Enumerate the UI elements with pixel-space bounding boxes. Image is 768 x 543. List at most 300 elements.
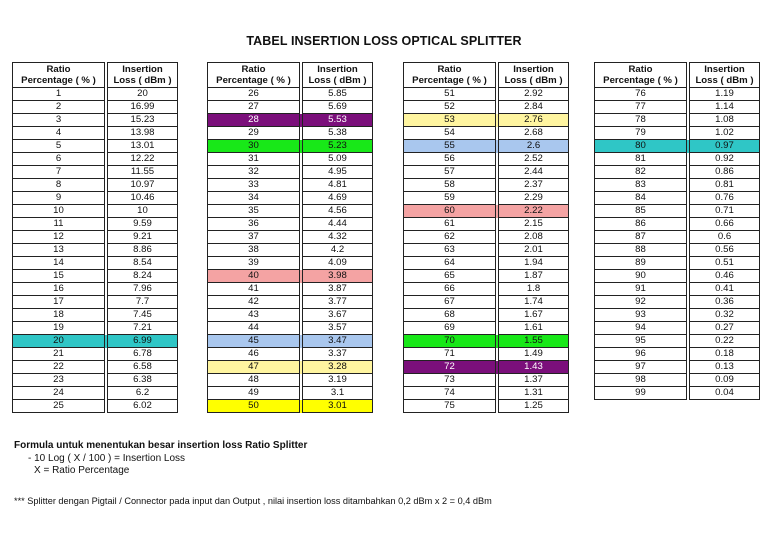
loss-cell: 5.38 bbox=[303, 127, 373, 140]
loss-cell: 7.96 bbox=[108, 283, 178, 296]
header-text: Ratio bbox=[628, 64, 653, 75]
ratio-percentage-header bbox=[404, 63, 496, 88]
loss-cell: 20 bbox=[108, 88, 178, 101]
loss-cell: 1.67 bbox=[499, 309, 569, 322]
ratio-cell: 36 bbox=[208, 218, 300, 231]
table-row bbox=[13, 166, 178, 179]
loss-cell: 1.14 bbox=[690, 101, 760, 114]
loss-cell: 1.08 bbox=[690, 114, 760, 127]
table-row bbox=[404, 218, 569, 231]
loss-cell: 3.47 bbox=[303, 335, 373, 348]
ratio-cell: 1 bbox=[13, 88, 105, 101]
loss-cell: 11.55 bbox=[108, 166, 178, 179]
ratio-cell: 55 bbox=[404, 140, 496, 153]
loss-cell: 12.22 bbox=[108, 153, 178, 166]
header-text: Percentage ( % ) bbox=[412, 75, 487, 86]
loss-cell: 3.19 bbox=[303, 374, 373, 387]
table-row bbox=[208, 400, 373, 413]
loss-cell: 5.09 bbox=[303, 153, 373, 166]
table-row bbox=[404, 283, 569, 296]
header-text: Loss ( dBm ) bbox=[504, 75, 563, 86]
table-row bbox=[208, 218, 373, 231]
ratio-cell: 71 bbox=[404, 348, 496, 361]
table-row bbox=[595, 127, 760, 140]
ratio-cell: 58 bbox=[404, 179, 496, 192]
table-row bbox=[404, 205, 569, 218]
ratio-cell: 26 bbox=[208, 88, 300, 101]
ratio-cell: 2 bbox=[13, 101, 105, 114]
table-row bbox=[404, 296, 569, 309]
ratio-percentage-header bbox=[13, 63, 105, 88]
table-row bbox=[404, 231, 569, 244]
table-row bbox=[595, 335, 760, 348]
table-row bbox=[208, 205, 373, 218]
ratio-cell: 79 bbox=[595, 127, 687, 140]
ratio-cell: 66 bbox=[404, 283, 496, 296]
loss-cell: 5.53 bbox=[303, 114, 373, 127]
table-row bbox=[404, 101, 569, 114]
ratio-cell: 61 bbox=[404, 218, 496, 231]
loss-cell: 2.22 bbox=[499, 205, 569, 218]
loss-cell: 2.15 bbox=[499, 218, 569, 231]
ratio-cell: 31 bbox=[208, 153, 300, 166]
ratio-cell: 24 bbox=[13, 387, 105, 400]
loss-cell: 4.09 bbox=[303, 257, 373, 270]
table-row bbox=[13, 114, 178, 127]
loss-cell: 4.32 bbox=[303, 231, 373, 244]
loss-cell: 0.18 bbox=[690, 348, 760, 361]
ratio-cell: 49 bbox=[208, 387, 300, 400]
loss-cell: 0.46 bbox=[690, 270, 760, 283]
table-row bbox=[595, 101, 760, 114]
loss-cell: 2.6 bbox=[499, 140, 569, 153]
loss-cell: 2.29 bbox=[499, 192, 569, 205]
ratio-cell: 91 bbox=[595, 283, 687, 296]
ratio-cell: 96 bbox=[595, 348, 687, 361]
loss-cell: 4.2 bbox=[303, 244, 373, 257]
ratio-cell: 8 bbox=[13, 179, 105, 192]
loss-cell: 3.77 bbox=[303, 296, 373, 309]
loss-cell: 2.92 bbox=[499, 88, 569, 101]
loss-cell: 0.13 bbox=[690, 361, 760, 374]
loss-cell: 1.94 bbox=[499, 257, 569, 270]
table-row bbox=[404, 114, 569, 127]
ratio-cell: 93 bbox=[595, 309, 687, 322]
header-text: Loss ( dBm ) bbox=[695, 75, 754, 86]
table-row bbox=[13, 309, 178, 322]
table-row bbox=[404, 309, 569, 322]
loss-cell: 0.86 bbox=[690, 166, 760, 179]
table-row bbox=[13, 400, 178, 413]
ratio-percentage-header bbox=[595, 63, 687, 88]
loss-cell: 2.44 bbox=[499, 166, 569, 179]
ratio-cell: 73 bbox=[404, 374, 496, 387]
loss-cell: 5.69 bbox=[303, 101, 373, 114]
table-row bbox=[404, 127, 569, 140]
loss-cell: 7.45 bbox=[108, 309, 178, 322]
footnote: *** Splitter dengan Pigtail / Connector pada input dan Output , nilai insertion loss ditambahkan 0,2 dBm x 2 = 0,4 dBm bbox=[14, 496, 492, 506]
ratio-cell: 28 bbox=[208, 114, 300, 127]
loss-cell: 15.23 bbox=[108, 114, 178, 127]
ratio-cell: 40 bbox=[208, 270, 300, 283]
loss-cell: 1.49 bbox=[499, 348, 569, 361]
table-row bbox=[595, 283, 760, 296]
ratio-cell: 51 bbox=[404, 88, 496, 101]
table-row bbox=[13, 88, 178, 101]
table-row bbox=[208, 88, 373, 101]
loss-cell: 3.57 bbox=[303, 322, 373, 335]
loss-cell: 16.99 bbox=[108, 101, 178, 114]
ratio-cell: 59 bbox=[404, 192, 496, 205]
ratio-cell: 95 bbox=[595, 335, 687, 348]
ratio-cell: 25 bbox=[13, 400, 105, 413]
table-row bbox=[595, 140, 760, 153]
ratio-cell: 89 bbox=[595, 257, 687, 270]
table-row bbox=[404, 166, 569, 179]
loss-cell: 2.68 bbox=[499, 127, 569, 140]
header-text: Insertion bbox=[704, 64, 745, 75]
insertion-loss-table-3 bbox=[403, 62, 569, 413]
table-row bbox=[404, 270, 569, 283]
table-row bbox=[208, 192, 373, 205]
table-row bbox=[13, 218, 178, 231]
table-row bbox=[13, 322, 178, 335]
table-row bbox=[404, 257, 569, 270]
ratio-cell: 44 bbox=[208, 322, 300, 335]
loss-cell: 0.41 bbox=[690, 283, 760, 296]
loss-cell: 0.27 bbox=[690, 322, 760, 335]
table-row bbox=[13, 153, 178, 166]
ratio-cell: 37 bbox=[208, 231, 300, 244]
loss-cell: 4.56 bbox=[303, 205, 373, 218]
table-row bbox=[208, 309, 373, 322]
ratio-cell: 43 bbox=[208, 309, 300, 322]
loss-cell: 1.31 bbox=[499, 387, 569, 400]
loss-cell: 6.38 bbox=[108, 374, 178, 387]
loss-cell: 13.98 bbox=[108, 127, 178, 140]
table-row bbox=[208, 153, 373, 166]
table-row bbox=[404, 361, 569, 374]
loss-cell: 0.71 bbox=[690, 205, 760, 218]
table-row bbox=[404, 322, 569, 335]
loss-cell: 3.67 bbox=[303, 309, 373, 322]
table-row bbox=[595, 361, 760, 374]
table-row bbox=[595, 374, 760, 387]
table-row bbox=[595, 88, 760, 101]
table-row bbox=[404, 179, 569, 192]
ratio-cell: 83 bbox=[595, 179, 687, 192]
table-row bbox=[404, 244, 569, 257]
loss-cell: 13.01 bbox=[108, 140, 178, 153]
loss-cell: 0.22 bbox=[690, 335, 760, 348]
loss-cell: 0.81 bbox=[690, 179, 760, 192]
loss-cell: 1.87 bbox=[499, 270, 569, 283]
loss-cell: 6.58 bbox=[108, 361, 178, 374]
insertion-loss-header bbox=[690, 63, 760, 88]
ratio-cell: 57 bbox=[404, 166, 496, 179]
ratio-cell: 41 bbox=[208, 283, 300, 296]
ratio-cell: 67 bbox=[404, 296, 496, 309]
loss-cell: 10.97 bbox=[108, 179, 178, 192]
insertion-loss-table-4 bbox=[594, 62, 760, 400]
loss-cell: 4.44 bbox=[303, 218, 373, 231]
ratio-cell: 35 bbox=[208, 205, 300, 218]
loss-cell: 7.21 bbox=[108, 322, 178, 335]
loss-cell: 8.24 bbox=[108, 270, 178, 283]
loss-cell: 0.51 bbox=[690, 257, 760, 270]
table-row bbox=[13, 283, 178, 296]
header-text: Ratio bbox=[241, 64, 266, 75]
formula-equation: - 10 Log ( X / 100 ) = Insertion Loss bbox=[28, 452, 186, 464]
table-row bbox=[595, 205, 760, 218]
ratio-cell: 32 bbox=[208, 166, 300, 179]
insertion-loss-table-1 bbox=[12, 62, 178, 413]
loss-cell: 10 bbox=[108, 205, 178, 218]
loss-cell: 8.86 bbox=[108, 244, 178, 257]
table-row bbox=[595, 309, 760, 322]
table-row bbox=[208, 244, 373, 257]
loss-cell: 4.81 bbox=[303, 179, 373, 192]
loss-cell: 8.54 bbox=[108, 257, 178, 270]
table-row bbox=[13, 205, 178, 218]
insertion-loss-header bbox=[108, 63, 178, 88]
table-row bbox=[595, 153, 760, 166]
table-row bbox=[595, 257, 760, 270]
ratio-cell: 23 bbox=[13, 374, 105, 387]
ratio-cell: 92 bbox=[595, 296, 687, 309]
ratio-cell: 54 bbox=[404, 127, 496, 140]
ratio-cell: 77 bbox=[595, 101, 687, 114]
table-row bbox=[404, 192, 569, 205]
formula-variable: X = Ratio Percentage bbox=[34, 465, 130, 476]
table-row bbox=[13, 127, 178, 140]
loss-cell: 2.08 bbox=[499, 231, 569, 244]
ratio-cell: 10 bbox=[13, 205, 105, 218]
ratio-cell: 18 bbox=[13, 309, 105, 322]
loss-cell: 5.85 bbox=[303, 88, 373, 101]
table-row bbox=[13, 335, 178, 348]
ratio-cell: 9 bbox=[13, 192, 105, 205]
ratio-cell: 68 bbox=[404, 309, 496, 322]
header-text: Ratio bbox=[437, 64, 462, 75]
ratio-cell: 33 bbox=[208, 179, 300, 192]
insertion-loss-header bbox=[303, 63, 373, 88]
table-row bbox=[404, 348, 569, 361]
table-row bbox=[595, 192, 760, 205]
loss-cell: 1.19 bbox=[690, 88, 760, 101]
header-text: Loss ( dBm ) bbox=[113, 75, 172, 86]
ratio-cell: 48 bbox=[208, 374, 300, 387]
loss-cell: 7.7 bbox=[108, 296, 178, 309]
formula-section bbox=[14, 440, 307, 478]
table-row bbox=[208, 231, 373, 244]
header-text: Percentage ( % ) bbox=[216, 75, 291, 86]
ratio-cell: 12 bbox=[13, 231, 105, 244]
loss-cell: 6.02 bbox=[108, 400, 178, 413]
table-row bbox=[208, 101, 373, 114]
ratio-cell: 82 bbox=[595, 166, 687, 179]
loss-cell: 1.02 bbox=[690, 127, 760, 140]
loss-cell: 6.2 bbox=[108, 387, 178, 400]
ratio-cell: 94 bbox=[595, 322, 687, 335]
table-row bbox=[208, 348, 373, 361]
ratio-cell: 38 bbox=[208, 244, 300, 257]
loss-cell: 6.99 bbox=[108, 335, 178, 348]
table-row bbox=[404, 88, 569, 101]
ratio-cell: 21 bbox=[13, 348, 105, 361]
table-row bbox=[208, 257, 373, 270]
loss-cell: 3.28 bbox=[303, 361, 373, 374]
ratio-cell: 50 bbox=[208, 400, 300, 413]
ratio-cell: 6 bbox=[13, 153, 105, 166]
ratio-cell: 29 bbox=[208, 127, 300, 140]
table-row bbox=[595, 387, 760, 400]
table-row bbox=[404, 374, 569, 387]
ratio-cell: 42 bbox=[208, 296, 300, 309]
ratio-cell: 62 bbox=[404, 231, 496, 244]
ratio-cell: 72 bbox=[404, 361, 496, 374]
table-row bbox=[595, 114, 760, 127]
ratio-cell: 13 bbox=[13, 244, 105, 257]
table-row bbox=[595, 231, 760, 244]
loss-cell: 3.87 bbox=[303, 283, 373, 296]
ratio-cell: 5 bbox=[13, 140, 105, 153]
loss-cell: 9.59 bbox=[108, 218, 178, 231]
loss-cell: 0.6 bbox=[690, 231, 760, 244]
header-text: Insertion bbox=[317, 64, 358, 75]
ratio-cell: 27 bbox=[208, 101, 300, 114]
header-text: Percentage ( % ) bbox=[603, 75, 678, 86]
insertion-loss-table-2 bbox=[207, 62, 373, 413]
page-title: TABEL INSERTION LOSS OPTICAL SPLITTER bbox=[246, 34, 522, 48]
table-row bbox=[208, 140, 373, 153]
loss-cell: 1.74 bbox=[499, 296, 569, 309]
ratio-cell: 3 bbox=[13, 114, 105, 127]
table-row bbox=[404, 140, 569, 153]
ratio-cell: 30 bbox=[208, 140, 300, 153]
ratio-percentage-header bbox=[208, 63, 300, 88]
loss-cell: 1.55 bbox=[499, 335, 569, 348]
loss-cell: 1.37 bbox=[499, 374, 569, 387]
table-row bbox=[208, 361, 373, 374]
table-row bbox=[13, 101, 178, 114]
loss-cell: 0.76 bbox=[690, 192, 760, 205]
ratio-cell: 7 bbox=[13, 166, 105, 179]
ratio-cell: 47 bbox=[208, 361, 300, 374]
ratio-cell: 97 bbox=[595, 361, 687, 374]
ratio-cell: 60 bbox=[404, 205, 496, 218]
ratio-cell: 87 bbox=[595, 231, 687, 244]
loss-cell: 1.8 bbox=[499, 283, 569, 296]
ratio-cell: 20 bbox=[13, 335, 105, 348]
table-row bbox=[595, 296, 760, 309]
table-row bbox=[13, 140, 178, 153]
table-row bbox=[13, 244, 178, 257]
loss-cell: 1.25 bbox=[499, 400, 569, 413]
ratio-cell: 22 bbox=[13, 361, 105, 374]
loss-cell: 3.1 bbox=[303, 387, 373, 400]
loss-cell: 5.23 bbox=[303, 140, 373, 153]
table-row bbox=[208, 374, 373, 387]
loss-cell: 0.32 bbox=[690, 309, 760, 322]
loss-cell: 1.61 bbox=[499, 322, 569, 335]
table-row bbox=[13, 296, 178, 309]
loss-cell: 0.36 bbox=[690, 296, 760, 309]
header-text: Insertion bbox=[513, 64, 554, 75]
ratio-cell: 17 bbox=[13, 296, 105, 309]
ratio-cell: 86 bbox=[595, 218, 687, 231]
table-row bbox=[208, 166, 373, 179]
loss-cell: 2.84 bbox=[499, 101, 569, 114]
ratio-cell: 63 bbox=[404, 244, 496, 257]
loss-cell: 2.37 bbox=[499, 179, 569, 192]
loss-cell: 2.01 bbox=[499, 244, 569, 257]
ratio-cell: 75 bbox=[404, 400, 496, 413]
table-row bbox=[595, 270, 760, 283]
ratio-cell: 45 bbox=[208, 335, 300, 348]
ratio-cell: 74 bbox=[404, 387, 496, 400]
ratio-cell: 19 bbox=[13, 322, 105, 335]
loss-cell: 10.46 bbox=[108, 192, 178, 205]
ratio-cell: 52 bbox=[404, 101, 496, 114]
table-row bbox=[13, 231, 178, 244]
ratio-cell: 39 bbox=[208, 257, 300, 270]
loss-cell: 0.97 bbox=[690, 140, 760, 153]
table-row bbox=[404, 335, 569, 348]
loss-cell: 0.04 bbox=[690, 387, 760, 400]
table-row bbox=[208, 322, 373, 335]
ratio-cell: 90 bbox=[595, 270, 687, 283]
table-row bbox=[13, 361, 178, 374]
ratio-cell: 64 bbox=[404, 257, 496, 270]
ratio-cell: 88 bbox=[595, 244, 687, 257]
loss-cell: 4.69 bbox=[303, 192, 373, 205]
table-row bbox=[13, 387, 178, 400]
table-row bbox=[595, 218, 760, 231]
loss-cell: 9.21 bbox=[108, 231, 178, 244]
ratio-cell: 85 bbox=[595, 205, 687, 218]
loss-cell: 4.95 bbox=[303, 166, 373, 179]
formula-heading: Formula untuk menentukan besar insertion loss Ratio Splitter bbox=[14, 440, 308, 451]
loss-cell: 6.78 bbox=[108, 348, 178, 361]
ratio-cell: 80 bbox=[595, 140, 687, 153]
table-row bbox=[595, 179, 760, 192]
table-row bbox=[13, 270, 178, 283]
loss-cell: 0.09 bbox=[690, 374, 760, 387]
ratio-cell: 70 bbox=[404, 335, 496, 348]
ratio-cell: 76 bbox=[595, 88, 687, 101]
ratio-cell: 69 bbox=[404, 322, 496, 335]
table-row bbox=[13, 348, 178, 361]
table-row bbox=[13, 257, 178, 270]
ratio-cell: 11 bbox=[13, 218, 105, 231]
table-row bbox=[13, 374, 178, 387]
table-row bbox=[404, 387, 569, 400]
table-row bbox=[208, 270, 373, 283]
loss-cell: 2.52 bbox=[499, 153, 569, 166]
insertion-loss-header bbox=[499, 63, 569, 88]
header-text: Ratio bbox=[46, 64, 71, 75]
loss-cell: 2.76 bbox=[499, 114, 569, 127]
table-row bbox=[208, 387, 373, 400]
header-text: Loss ( dBm ) bbox=[308, 75, 367, 86]
loss-cell: 1.43 bbox=[499, 361, 569, 374]
ratio-cell: 34 bbox=[208, 192, 300, 205]
ratio-cell: 16 bbox=[13, 283, 105, 296]
ratio-cell: 81 bbox=[595, 153, 687, 166]
ratio-cell: 4 bbox=[13, 127, 105, 140]
loss-cell: 0.66 bbox=[690, 218, 760, 231]
